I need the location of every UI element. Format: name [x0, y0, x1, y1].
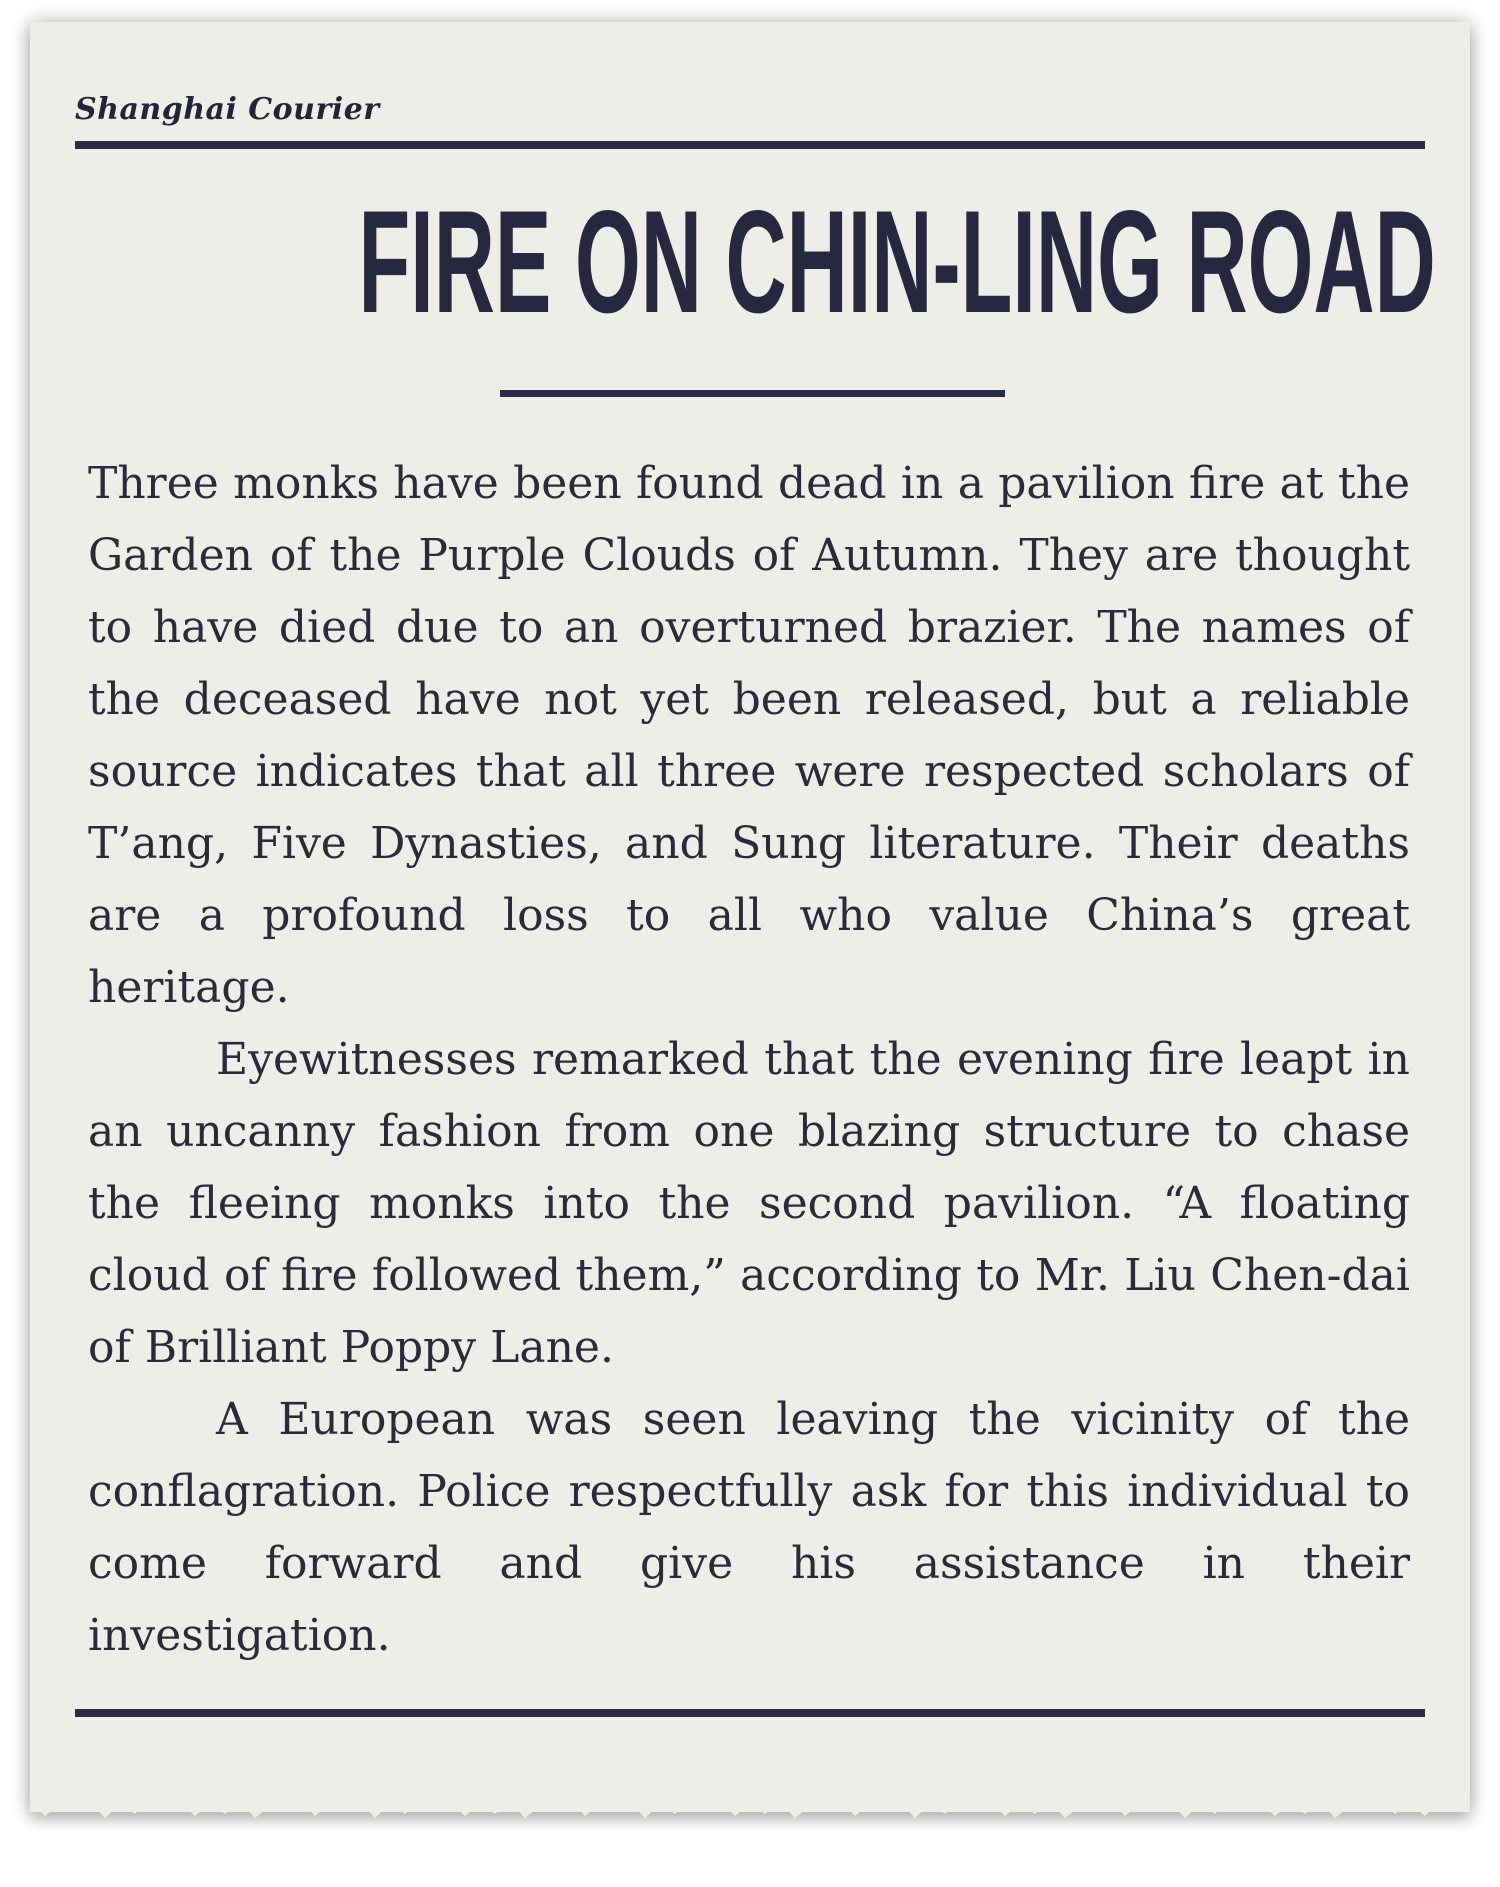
headline: FIRE ON CHIN-LING ROAD — [358, 180, 1436, 343]
top-rule — [75, 141, 1425, 149]
torn-paper-edge — [30, 1790, 1470, 1830]
article-paragraph: Three monks have been found dead in a pavilion fire at the Garden of the Purple Clouds of Autumn. They are thought to have died due to an overturned brazier. The names of the deceased have not yet been released, but a reliable source indicates that all three were respected scholars of T’ang, Five Dynasties, and Sung literature. Their deaths are a profound loss to all who value China’s great heritage. — [88, 458, 1410, 1013]
masthead: Shanghai Courier — [75, 92, 380, 127]
article-paragraph: Eyewitnesses remarked that the evening fire leapt in an uncanny fashion from one blazing structure to chase the fleeing monks into the second pavilion. “A floating cloud of fire followed them,” according to Mr. Liu Chen-dai of Brilliant Poppy Lane. — [88, 1034, 1410, 1373]
headline-underline — [500, 390, 1005, 397]
article-body — [88, 448, 1410, 1672]
bottom-rule — [75, 1709, 1425, 1717]
article-paragraph: A European was seen leaving the vicinity of the conflagration. Police respectfully ask for this individual to come forward and give his assistance in their investigation. — [88, 1394, 1410, 1661]
